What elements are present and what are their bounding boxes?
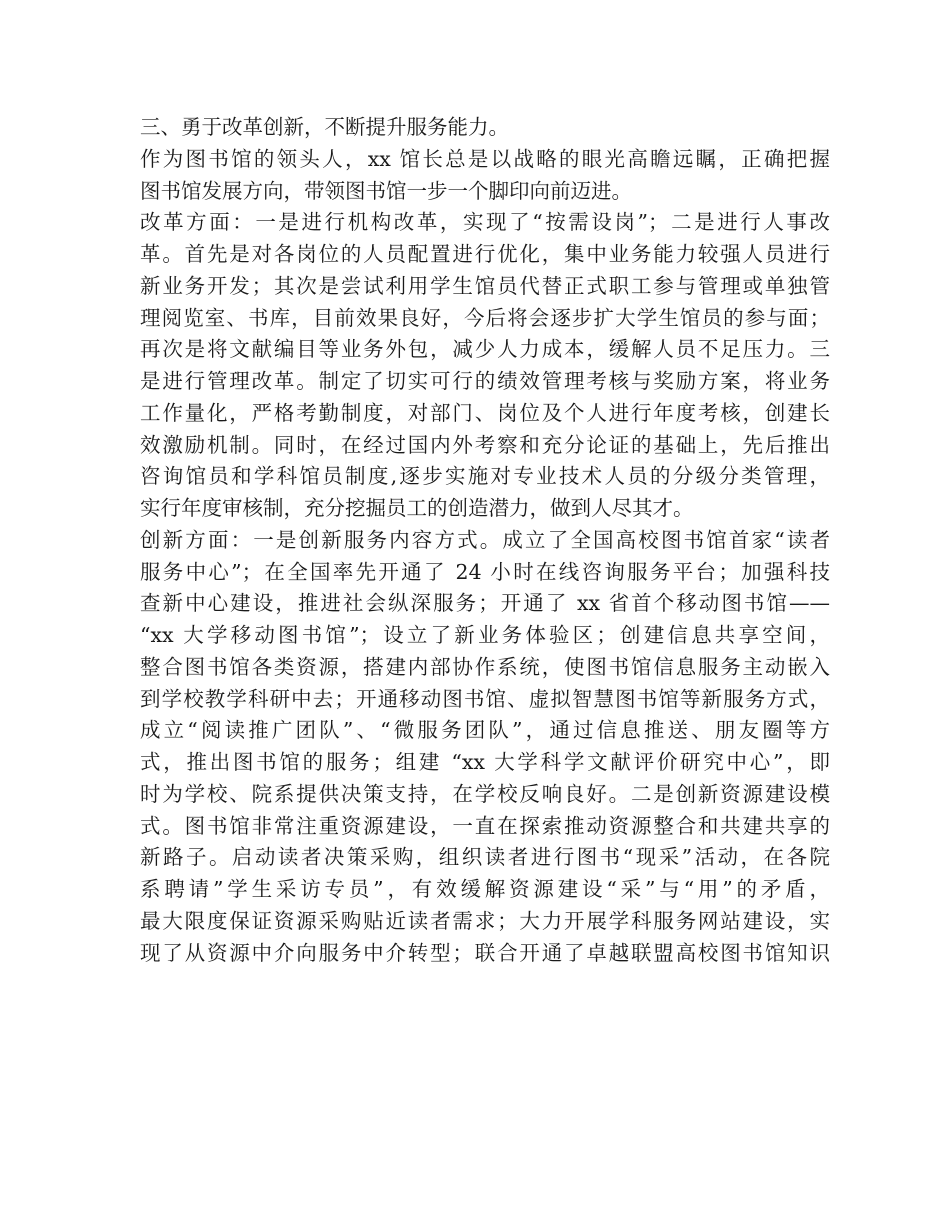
text-line: 新业务开发；其次是尝试利用学生馆员代替正式职工参与管理或单独管 [140,273,830,298]
text-line: 再次是将文献编目等业务外包，减少人力成本，缓解人员不足压力。三 [140,337,830,362]
text-line: 作为图书馆的领头人，xx 馆长总是以战略的眼光高瞻远瞩，正确把握 [140,146,830,171]
text-line: 图书馆发展方向，带领图书馆一步一个脚印向前迈进。 [140,178,632,203]
text-line: 三、勇于改革创新，不断提升服务能力。 [140,115,509,139]
text-line: 式。图书馆非常注重资源建设，一直在探索推动资源整合和共建共享的 [140,813,830,838]
text-line: 新路子。启动读者决策采购，组织读者进行图书“现采”活动，在各院 [140,845,830,870]
text-line: 效激励机制。同时，在经过国内外考察和充分论证的基础上，先后推出 [140,432,830,457]
text-line: 式，推出图书馆的服务；组建 “xx 大学科学文献评价研究中心”，即 [140,750,830,774]
text-line: 现了从资源中介向服务中介转型；联合开通了卓越联盟高校图书馆知识 [140,940,830,965]
text-line: 咨询馆员和学科馆员制度,逐步实施对专业技术人员的分级分类管理， [140,464,830,489]
text-line: 工作量化，严格考勤制度，对部门、岗位及个人进行年度考核，创建长 [140,400,830,425]
text-line: 最大限度保证资源采购贴近读者需求；大力开展学科服务网站建设，实 [140,908,830,933]
text-line: 查新中心建设，推进社会纵深服务；开通了 xx 省首个移动图书馆—— [140,591,830,616]
text-line: “xx 大学移动图书馆”；设立了新业务体验区；创建信息共享空间， [140,623,830,647]
document-body [140,112,830,969]
text-line: 到学校教学科研中去；开通移动图书馆、虚拟智慧图书馆等新服务方式， [140,686,830,711]
text-line: 系聘请”学生采访专员”，有效缓解资源建设“采”与“用”的矛盾， [140,877,830,901]
text-line: 创新方面：一是创新服务内容方式。成立了全国高校图书馆首家“读者 [140,527,830,552]
text-line: 时为学校、院系提供决策支持，在学校反响良好。二是创新资源建设模 [140,781,830,806]
text-line: 革。首先是对各岗位的人员配置进行优化，集中业务能力较强人员进行 [140,242,830,266]
text-line: 服务中心”；在全国率先开通了 24 小时在线咨询服务平台；加强科技 [140,559,830,584]
text-line: 理阅览室、书库，目前效果良好，今后将会逐步扩大学生馆员的参与面； [140,305,830,330]
text-line: 整合图书馆各类资源，搭建内部协作系统，使图书馆信息服务主动嵌入 [140,654,830,679]
text-line: 实行年度审核制，充分挖掘员工的创造潜力，做到人尽其才。 [140,496,694,520]
text-line: 是进行管理改革。制定了切实可行的绩效管理考核与奖励方案，将业务 [140,369,830,393]
text-line: 改革方面：一是进行机构改革，实现了“按需设岗”；二是进行人事改 [140,210,830,235]
text-line: 成立“阅读推广团队”、“微服务团队”，通过信息推送、朋友圈等方 [140,718,830,743]
